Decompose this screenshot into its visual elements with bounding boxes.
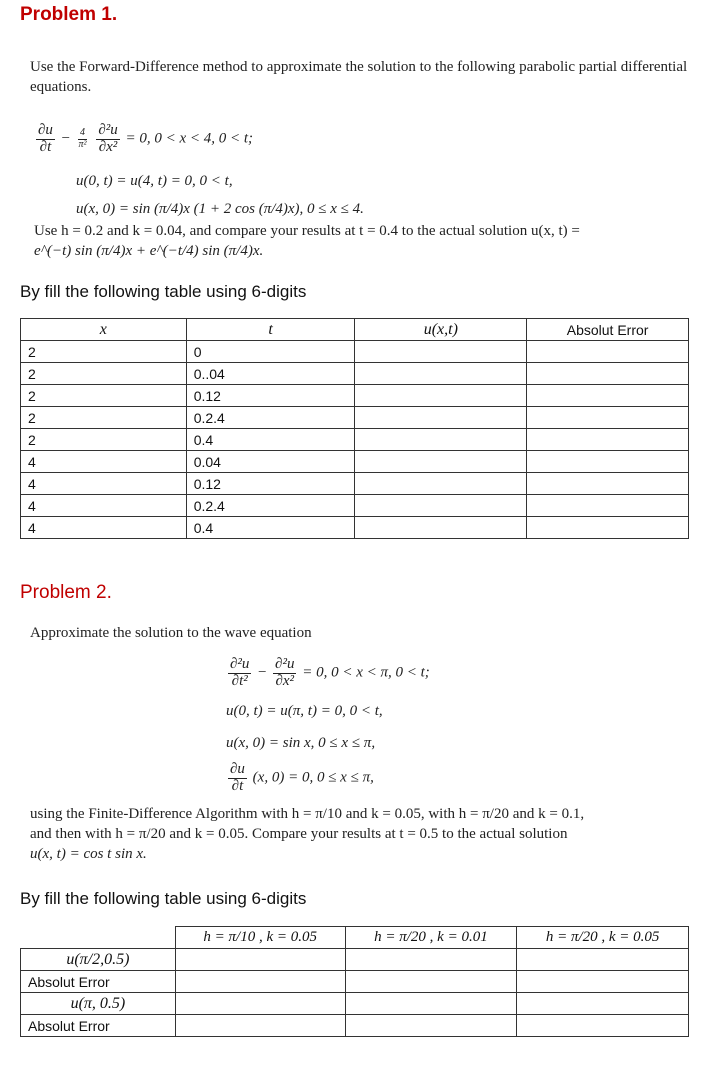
table-row [21,971,689,993]
cell-empty[interactable] [175,993,345,1015]
cell-error-empty[interactable] [527,473,689,495]
header-t: t [186,319,355,341]
wave-b-num: ∂²u [275,656,295,672]
cell-empty[interactable] [175,949,345,971]
row-label-u-pi2: u(π/2,0.5) [21,949,176,971]
table-row [21,407,689,429]
problem2-paragraph-line1: using the Finite-Difference Algorithm with h = π/10 and k = 0.05, with h = π/20 and k = 0.1, [30,806,585,822]
cell-empty[interactable] [517,993,689,1015]
cell-u-empty[interactable] [355,517,527,539]
table-row [21,949,689,971]
cell-empty[interactable] [175,1015,345,1037]
cell-t: 0.4 [186,429,355,451]
pde-du-num: ∂u [38,122,53,138]
wave-pde-rest: = 0, 0 < x < π, 0 < t; [302,664,430,681]
problem2-table [20,926,689,1037]
table-row [21,1015,689,1037]
ic2-num: ∂u [230,761,245,777]
table-row [21,993,689,1015]
cell-t: 0..04 [186,363,355,385]
pde-coef-num: 4 [80,127,86,139]
cell-empty[interactable] [517,1015,689,1037]
problem1-boundary-condition: u(0, t) = u(4, t) = 0, 0 < t, [76,173,233,189]
pde-coef-den: π² [78,138,87,150]
cell-t: 0.12 [186,385,355,407]
header-h-pi20-k001: h = π/20 , k = 0.01 [345,927,517,949]
problem1-instruction-line2: e^(−t) sin (π/4)x + e^(−t/4) sin (π/4)x. [34,243,264,259]
cell-x: 4 [21,451,187,473]
table-header-row [21,927,689,949]
cell-empty[interactable] [345,949,517,971]
cell-u-empty[interactable] [355,341,527,363]
cell-error-empty[interactable] [527,363,689,385]
cell-x: 4 [21,495,187,517]
cell-t: 0.4 [186,517,355,539]
cell-empty[interactable] [517,949,689,971]
table-row [21,473,689,495]
cell-error-empty[interactable] [527,341,689,363]
problem1-initial-condition: u(x, 0) = sin (π/4)x (1 + 2 cos (π/4)x), 0 ≤ x ≤ 4. [76,201,364,217]
pde-rest: = 0, 0 < x < 4, 0 < t; [125,130,254,147]
wave-b-den: ∂x² [275,672,295,689]
table-row [21,429,689,451]
cell-u-empty[interactable] [355,407,527,429]
problem2-boundary-condition: u(0, t) = u(π, t) = 0, 0 < t, [226,703,383,719]
cell-error-empty[interactable] [527,451,689,473]
problem1-instruction-line1: Use h = 0.2 and k = 0.04, and compare your results at t = 0.4 to the actual solution u(x, t) = [34,223,580,239]
problem2-intro: Approximate the solution to the wave equation [30,625,312,641]
problem1-heading: Problem 1. [20,4,118,25]
cell-x: 2 [21,385,187,407]
cell-u-empty[interactable] [355,363,527,385]
wave-a-den: ∂t² [231,672,248,689]
table-row [21,341,689,363]
header-x: x [21,319,187,341]
problem2-paragraph-line2: and then with h = π/20 and k = 0.05. Compare your results at t = 0.5 to the actual solution [30,826,568,842]
problem1-intro: Use the Forward-Difference method to approximate the solution to the following parabolic partial differential equations. [30,59,688,95]
cell-x: 2 [21,363,187,385]
cell-x: 2 [21,429,187,451]
cell-error-empty[interactable] [527,407,689,429]
table-row [21,495,689,517]
problem2-initial-condition: u(x, 0) = sin x, 0 ≤ x ≤ π, [226,735,376,751]
cell-error-empty[interactable] [527,429,689,451]
cell-u-empty[interactable] [355,429,527,451]
row-label-u-pi: u(π, 0.5) [21,993,176,1015]
cell-error-empty[interactable] [527,495,689,517]
table-row [21,363,689,385]
cell-t: 0 [186,341,355,363]
cell-empty[interactable] [517,971,689,993]
cell-u-empty[interactable] [355,473,527,495]
cell-u-empty[interactable] [355,385,527,407]
problem2-initial-velocity [226,762,374,795]
cell-x: 4 [21,473,187,495]
cell-t: 0.2.4 [186,407,355,429]
problem2-heading: Problem 2. [20,582,112,603]
wave-a-num: ∂²u [230,656,250,672]
header-h-pi10-k005: h = π/10 , k = 0.05 [175,927,345,949]
pde-d2u-num: ∂²u [98,122,118,138]
cell-x: 2 [21,341,187,363]
problem1-pde: $\frac{\partial u}{\partial t}$ − $\frac{4}{\text{π²}}$ $\frac{\text{∂²u}}{\text{∂x²}}$ = 0, 0 < x < 4, 0 < t; [38,122,254,155]
cell-empty[interactable] [345,993,517,1015]
cell-empty[interactable] [175,971,345,993]
cell-empty[interactable] [345,1015,517,1037]
table-row [21,385,689,407]
ic2-rest: (x, 0) = 0, 0 ≤ x ≤ π, [252,769,374,786]
problem1-table-caption: By fill the following table using 6-digits [20,282,307,301]
table-row [21,451,689,473]
cell-error-empty[interactable] [527,385,689,407]
row-label-error: Absolut Error [21,971,176,993]
problem2-paragraph-line3: u(x, t) = cos t sin x. [30,846,147,862]
table-header-row [21,319,689,341]
cell-x: 2 [21,407,187,429]
cell-u-empty[interactable] [355,451,527,473]
header-h-pi20-k005: h = π/20 , k = 0.05 [517,927,689,949]
cell-t: 0.12 [186,473,355,495]
header-blank [21,927,176,949]
problem2-table-caption: By fill the following table using 6-digits [20,889,307,908]
header-u: u(x,t) [355,319,527,341]
pde-du-den: ∂t [39,138,52,155]
cell-t: 0.04 [186,451,355,473]
problem2-pde: $\frac{\text{∂²u}}{\text{∂t²}}$ − $\frac{\text{∂²u}}{\text{∂x²}}$ = 0, 0 < x < π, 0 < t; [230,656,430,689]
row-label-error: Absolut Error [21,1015,176,1037]
cell-error-empty[interactable] [527,517,689,539]
cell-x: 4 [21,517,187,539]
header-absolute-error: Absolut Error [527,319,689,341]
cell-t: 0.2.4 [186,495,355,517]
ic2-den: ∂t [231,777,244,794]
pde-d2u-den: ∂x² [98,138,118,155]
problem1-table [20,318,689,539]
cell-empty[interactable] [345,971,517,993]
cell-u-empty[interactable] [355,495,527,517]
table-row [21,517,689,539]
